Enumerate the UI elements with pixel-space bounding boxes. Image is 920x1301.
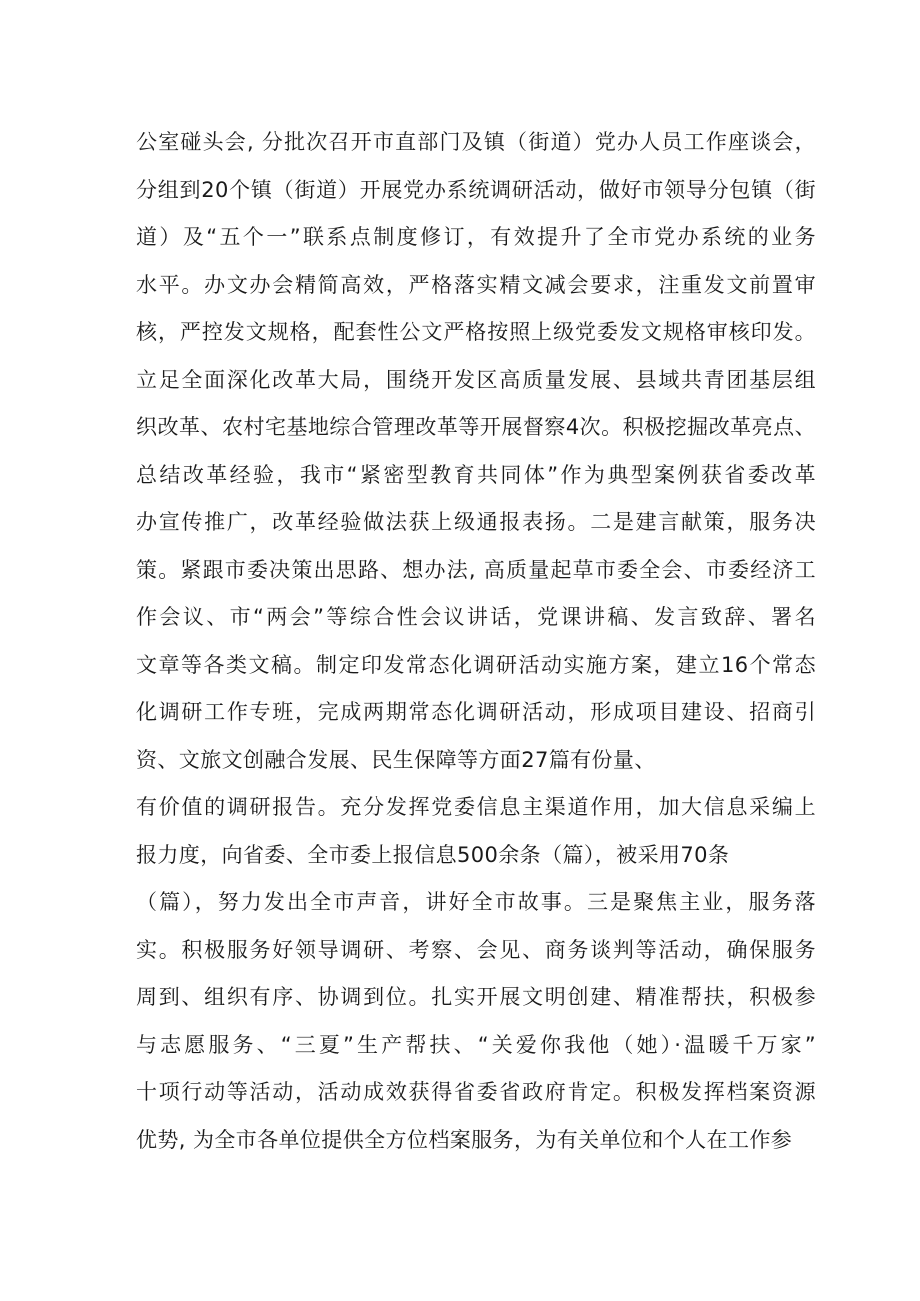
text-line: 实。积极服务好领导调研、考察、会见、商务谈判等活动，确保服务	[136, 937, 816, 962]
text-line: 化调研工作专班，完成两期常态化调研活动，形成项目建设、招商引	[136, 700, 816, 724]
text-line: 十项行动等活动，活动成效获得省委省政府肯定。积极发挥档案资源	[136, 1080, 816, 1104]
text-line: 核，严控发文规格，配套性公文严格按照上级党委发文规格审核印发。	[136, 320, 816, 344]
text-line: 报力度，向省委、全市委上报信息500余条（篇），被采用70条	[136, 842, 730, 867]
text-line: 分组到20个镇（街道）开展党办系统调研活动，做好市领导分包镇（街	[136, 177, 816, 202]
text-line: 公室碰头会, 分批次召开市直部门及镇（街道）党办人员工作座谈会，	[136, 130, 816, 154]
text-line: 总结改革经验，我市“紧密型教育共同体”作为典型案例获省委改革	[136, 462, 816, 487]
text-line: 周到、组织有序、协调到位。扎实开展文明创建、精准帮扶，积极参	[136, 985, 816, 1009]
text-line: 水平。办文办会精简高效，严格落实精文减会要求，注重发文前置审	[136, 272, 816, 297]
text-line: 优势, 为全市各单位提供全方位档案服务，为有关单位和个人在工作参	[136, 1127, 793, 1152]
text-line: 织改革、农村宅基地综合管理改革等开展督察4次。积极挖掘改革亮点、	[136, 415, 816, 439]
text-line: 作会议、市“两会”等综合性会议讲话，党课讲稿、发言致辞、署名	[136, 605, 816, 629]
text-line: 与志愿服务、“三夏”生产帮扶、“关爱你我他（她）·温暖千万家”	[136, 1032, 816, 1057]
text-line: 道）及“五个一”联系点制度修订，有效提升了全市党办系统的业务	[136, 225, 816, 249]
text-line: 文章等各类文稿。制定印发常态化调研活动实施方案，建立16个常态	[136, 652, 816, 677]
text-line: 有价值的调研报告。充分发挥党委信息主渠道作用，加大信息采编上	[136, 795, 816, 819]
text-line: 立足全面深化改革大局，围绕开发区高质量发展、县域共青团基层组	[136, 367, 816, 392]
text-line: 资、文旅文创融合发展、民生保障等方面27篇有份量、	[136, 747, 656, 772]
body-text	[136, 119, 816, 1164]
text-line: 办宣传推广，改革经验做法获上级通报表扬。二是建言献策，服务决	[136, 510, 816, 534]
text-line: （篇），努力发出全市声音，讲好全市故事。三是聚焦主业，服务落	[136, 890, 816, 914]
text-line: 策。紧跟市委决策出思路、想办法, 高质量起草市委全会、市委经济工	[136, 557, 816, 582]
